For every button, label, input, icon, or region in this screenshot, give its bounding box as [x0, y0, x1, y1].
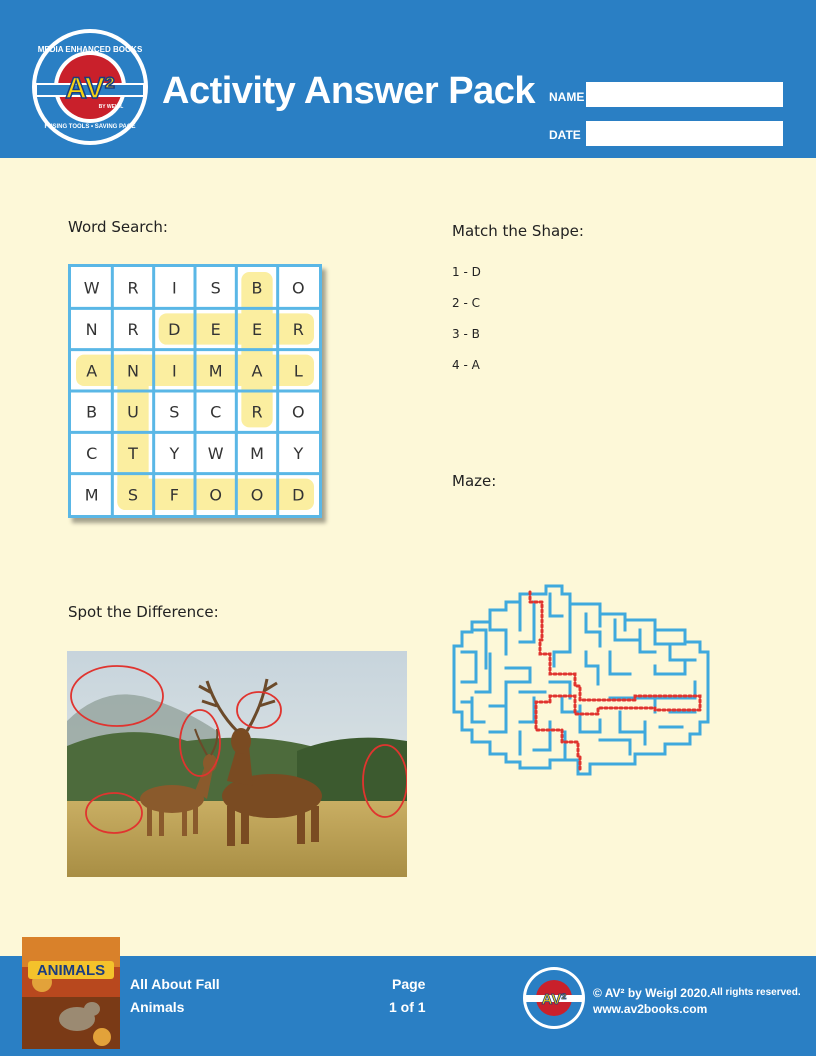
maze-label: Maze:	[452, 472, 497, 490]
match-shape-label: Match the Shape:	[452, 222, 584, 240]
spot-difference-label: Spot the Difference:	[68, 603, 219, 621]
grid-letter: S	[210, 278, 221, 298]
footer-copyright: © AV² by Weigl 2020.	[593, 986, 711, 1000]
grid-letter: O	[209, 485, 222, 505]
maze-diagram	[450, 582, 714, 778]
grid-letter: E	[210, 320, 221, 339]
grid-letter: W	[83, 278, 100, 298]
svg-text:AV²: AV²	[65, 72, 115, 105]
av2-logo	[31, 28, 149, 146]
match-item: 3 - B	[452, 327, 480, 341]
grid-letter: E	[251, 320, 263, 339]
grid-letter: M	[208, 361, 223, 381]
svg-text:BY WEIGL: BY WEIGL	[98, 104, 124, 110]
grid-letter: C	[86, 444, 98, 463]
date-label: DATE	[549, 128, 581, 142]
book-cover	[22, 937, 120, 1049]
name-field[interactable]	[586, 82, 783, 107]
grid-letter: Y	[293, 444, 304, 463]
match-item: 1 - D	[452, 265, 481, 279]
grid-letter: C	[210, 402, 222, 422]
av2-footer-logo	[522, 966, 586, 1030]
grid-letter: L	[293, 361, 303, 381]
svg-text:FUSING TOOLS • SAVING PAGE: FUSING TOOLS • SAVING PAGE	[44, 124, 136, 130]
word-search-grid	[68, 264, 322, 518]
match-item: 4 - A	[452, 358, 480, 372]
grid-letter: U	[127, 402, 139, 422]
grid-letter: T	[128, 444, 138, 463]
grid-letter: M	[250, 444, 264, 463]
footer-series: All About Fall	[130, 976, 220, 992]
grid-letter: O	[292, 278, 305, 298]
grid-letter: B	[251, 278, 263, 298]
grid-letter: Y	[169, 444, 180, 463]
grid-letter: D	[292, 485, 305, 505]
grid-letter: R	[251, 402, 263, 422]
footer-page-number: 1 of 1	[389, 999, 426, 1015]
grid-letter: A	[86, 361, 98, 381]
date-field[interactable]	[586, 121, 783, 146]
grid-letter: I	[171, 278, 177, 298]
grid-letter: R	[292, 320, 304, 339]
grid-letter: B	[86, 402, 98, 422]
grid-letter: F	[169, 485, 179, 505]
footer-rights: All rights reserved.	[710, 987, 801, 998]
grid-letter: N	[127, 361, 139, 381]
grid-letter: R	[127, 278, 139, 298]
grid-letter: O	[292, 402, 305, 422]
grid-letter: D	[168, 320, 181, 339]
footer-subject: Animals	[130, 999, 185, 1015]
grid-letter: O	[250, 485, 264, 505]
match-item: 2 - C	[452, 296, 480, 310]
deer-photo	[67, 651, 407, 877]
footer-page-label: Page	[392, 976, 426, 992]
grid-letter: I	[171, 361, 177, 381]
grid-letter: S	[169, 402, 180, 422]
svg-text:MEDIA ENHANCED BOOKS: MEDIA ENHANCED BOOKS	[37, 45, 143, 54]
footer-website[interactable]: www.av2books.com	[593, 1002, 708, 1016]
grid-letter: A	[251, 361, 263, 381]
svg-text:AV²: AV²	[541, 991, 567, 1008]
word-search-label: Word Search:	[68, 218, 168, 236]
grid-letter: R	[127, 320, 139, 339]
name-label: NAME	[549, 90, 585, 104]
grid-letter: N	[85, 320, 98, 339]
book-title: ANIMALS	[36, 962, 106, 979]
grid-letter: M	[84, 485, 99, 505]
grid-letter: S	[127, 485, 139, 505]
page-title: Activity Answer Pack	[162, 70, 535, 112]
grid-letter: W	[207, 444, 224, 463]
